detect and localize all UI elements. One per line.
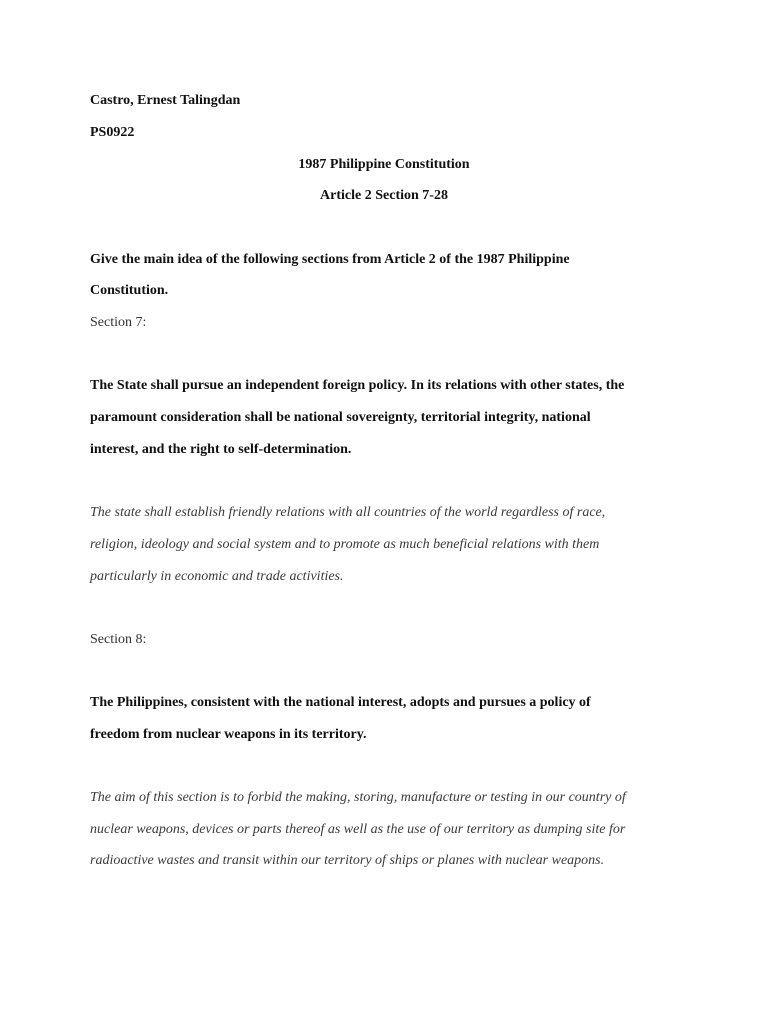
author-name: Castro, Ernest Talingdan — [90, 93, 241, 108]
section-8-text-line-2: freedom from nuclear weapons in its territory. — [90, 727, 367, 742]
section-8-explanation-line-1: The aim of this section is to forbid the making, storing, manufacture or testing in our country of — [90, 790, 626, 805]
student-code: PS0922 — [90, 125, 135, 140]
section-8-explanation-line-2: nuclear weapons, devices or parts thereof as well as the use of our territory as dumping site for — [90, 822, 626, 837]
section-7-text-line-1: The State shall pursue an independent foreign policy. In its relations with other states, the — [90, 378, 625, 393]
document-page — [90, 0, 690, 1024]
section-8-explanation-line-3: radioactive wastes and transit within our territory of ships or planes with nuclear weapons. — [90, 853, 605, 868]
section-7-text-line-3: interest, and the right to self-determination. — [90, 442, 352, 457]
section-8-label: Section 8: — [90, 632, 147, 647]
section-8-text-line-1: The Philippines, consistent with the national interest, adopts and pursues a policy of — [90, 695, 591, 710]
prompt-line-1: Give the main idea of the following sections from Article 2 of the 1987 Philippine — [90, 252, 570, 267]
prompt-line-2: Constitution. — [90, 283, 169, 298]
section-7-explanation-line-1: The state shall establish friendly relations with all countries of the world regardless of race, — [90, 505, 606, 520]
section-7-text-line-2: paramount consideration shall be national sovereignty, territorial integrity, national — [90, 410, 591, 425]
document-subtitle: Article 2 Section 7-28 — [320, 188, 448, 203]
document-title: 1987 Philippine Constitution — [298, 157, 470, 172]
section-7-label: Section 7: — [90, 315, 147, 330]
section-7-explanation-line-2: religion, ideology and social system and to promote as much beneficial relations with them — [90, 537, 600, 552]
section-7-explanation-line-3: particularly in economic and trade activities. — [90, 569, 344, 584]
